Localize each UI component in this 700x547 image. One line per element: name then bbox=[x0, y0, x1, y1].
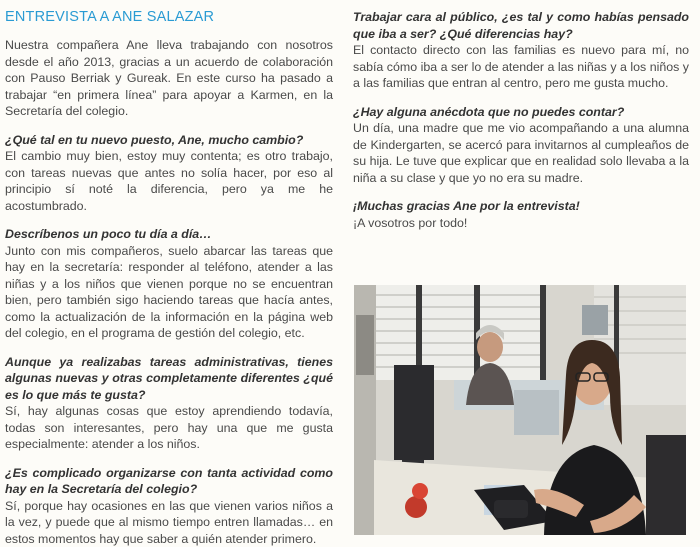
right-column bbox=[353, 0, 689, 231]
question-5: Trabajar cara al público, ¿es tal y como habías pensado que iba a ser? ¿Qué diferencias hay? bbox=[353, 9, 689, 42]
question-6: ¿Hay alguna anécdota que no puedes contar? bbox=[353, 104, 689, 121]
question-4: ¿Es complicado organizarse con tanta actividad como hay en la Secretaría del colegio? bbox=[5, 465, 333, 498]
question-3: Aunque ya realizabas tareas administrativas, tienes algunas nuevas y otras completamente diferentes ¿qué es lo que más te gusta? bbox=[5, 354, 333, 404]
answer-2: Junto con mis compañeros, suelo abarcar las tareas que hay en la secretaría: responder al teléfono, atender a las niñas y a los niños que vienen porque no se encuentran bien, pero también sigo haciendo tareas que hacía antes, como la actualización de la información en la página web del colegio, en el programa de gestión del colegio, etc. bbox=[5, 243, 333, 342]
question-2: Descríbenos un poco tu día a día… bbox=[5, 226, 333, 243]
answer-4: Sí, porque hay ocasiones en las que vienen varios niños a la vez, y puede que al mismo tiempo entren llamadas… en estos momentos hay que saber a quién atender primero. bbox=[5, 498, 333, 547]
answer-3: Sí, hay algunas cosas que estoy aprendiendo todavía, todas son interesantes, pero hay una que me gusta especialmente: atender a los niños. bbox=[5, 403, 333, 453]
left-column bbox=[5, 0, 333, 547]
office-photo bbox=[354, 285, 686, 535]
intro-paragraph: Nuestra compañera Ane lleva trabajando con nosotros desde el año 2013, gracias a un acuerdo de colaboración con Pauso Berriak y Gureak. En este curso ha pasado a trabajar “en primera línea” para apoyar a Karmen, en la Secretaría del colegio. bbox=[5, 37, 333, 120]
answer-1: El cambio muy bien, estoy muy contenta; es otro trabajo, con tareas nuevas que antes no solía hacer, por eso al principio sí noté la diferencia, pero ya me he acostumbrado. bbox=[5, 148, 333, 214]
article-title: ENTREVISTA A ANE SALAZAR bbox=[5, 9, 333, 26]
answer-5: El contacto directo con las familias es nuevo para mí, no sabía cómo iba a ser lo de atender a las niñas y a los niños y a las familias que entran al centro, pero me gusta mucho. bbox=[353, 42, 689, 92]
office-photo-illustration bbox=[354, 285, 686, 535]
answer-6: Un día, una madre que me vio acompañando a una alumna de Kindergarten, se acercó para invitarnos al cumpleaños de su hija. Le tuve que explicar que en realidad solo llevaba a la niña a su clase y que yo no era su madre. bbox=[353, 120, 689, 186]
question-1: ¿Qué tal en tu nuevo puesto, Ane, mucho cambio? bbox=[5, 132, 333, 149]
closing-reply: ¡A vosotros por todo! bbox=[353, 215, 689, 232]
closing-thanks: ¡Muchas gracias Ane por la entrevista! bbox=[353, 198, 689, 215]
